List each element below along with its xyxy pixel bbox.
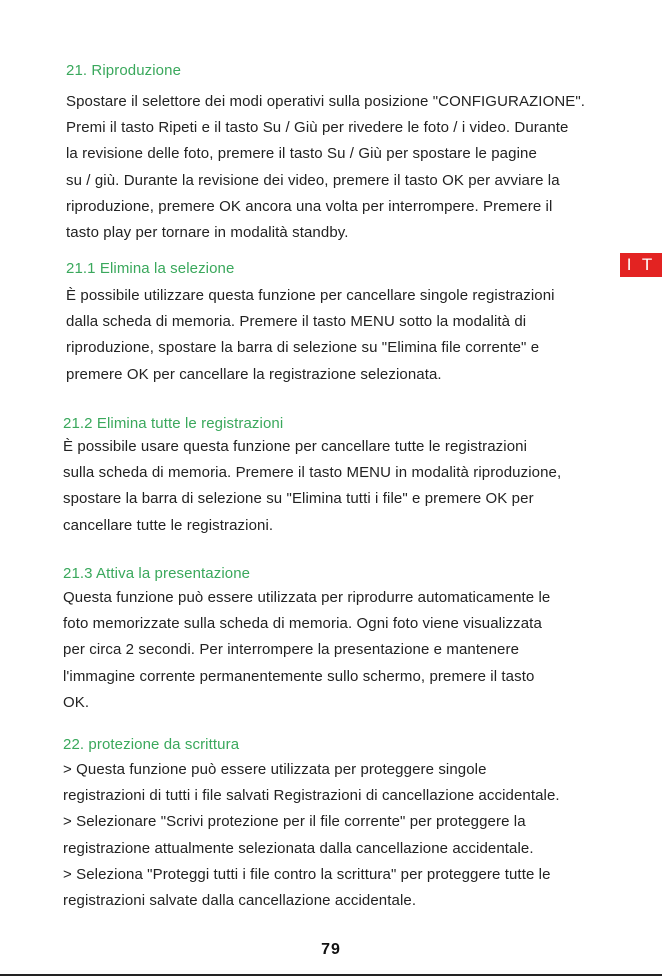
text-line: È possibile usare questa funzione per cancellare tutte le registrazioni xyxy=(63,438,528,455)
text-line: per circa 2 secondi. Per interrompere la presentazione e mantenere xyxy=(63,641,520,659)
text-line: registrazioni salvate dalla cancellazione accidentale. xyxy=(63,891,417,909)
text-line: OK. xyxy=(63,693,90,711)
section-heading-21-1: 21.1 Elimina la selezione xyxy=(66,260,235,277)
text-line: riproduzione, premere OK ancora una volta per interrompere. Premere il xyxy=(66,197,553,215)
bottom-rule xyxy=(0,974,662,976)
text-line: Questa funzione può essere utilizzata per riprodurre automaticamente le xyxy=(63,589,551,606)
language-tab: I T xyxy=(620,253,662,277)
text-line: l'immagine corrente permanentemente sullo schermo, premere il tasto xyxy=(63,667,535,685)
text-line: > Questa funzione può essere utilizzata per proteggere singole xyxy=(63,761,487,778)
text-line: Spostare il selettore dei modi operativi sulla posizione "CONFIGURAZIONE". xyxy=(66,93,586,110)
text-line: foto memorizzate sulla scheda di memoria. Ogni foto viene visualizzata xyxy=(63,615,542,633)
page-number: 79 xyxy=(321,941,341,958)
section-body-21-2 xyxy=(63,434,561,539)
text-line: È possibile utilizzare questa funzione per cancellare singole registrazioni xyxy=(66,287,555,304)
section-body-21 xyxy=(66,89,585,246)
text-line: registrazioni di tutti i file salvati Registrazioni di cancellazione accidentale. xyxy=(63,787,560,805)
text-line: cancellare tutte le registrazioni. xyxy=(63,516,274,534)
text-line: su / giù. Durante la revisione dei video, premere il tasto OK per avviare la xyxy=(66,171,560,189)
section-body-21-1 xyxy=(66,283,555,388)
section-heading-21: 21. Riproduzione xyxy=(66,62,182,79)
text-line: dalla scheda di memoria. Premere il tasto MENU sotto la modalità di xyxy=(66,313,527,331)
section-body-21-3 xyxy=(63,585,550,716)
text-line: > Selezionare "Scrivi protezione per il file corrente" per proteggere la xyxy=(63,813,526,831)
text-line: tasto play per tornare in modalità standby. xyxy=(66,223,349,241)
text-line: spostare la barra di selezione su "Elimina tutti i file" e premere OK per xyxy=(63,490,534,508)
section-body-22 xyxy=(63,757,560,914)
text-line: premere OK per cancellare la registrazione selezionata. xyxy=(66,365,442,383)
section-heading-21-3: 21.3 Attiva la presentazione xyxy=(63,565,251,582)
text-line: registrazione attualmente selezionata dalla cancellazione accidentale. xyxy=(63,839,534,857)
text-line: Premi il tasto Ripeti e il tasto Su / Giù per rivedere le foto / i video. Durante xyxy=(66,119,569,137)
text-line: la revisione delle foto, premere il tasto Su / Giù per spostare le pagine xyxy=(66,145,537,163)
text-line: > Seleziona "Proteggi tutti i file contro la scrittura" per proteggere tutte le xyxy=(63,865,551,883)
section-heading-22: 22. protezione da scrittura xyxy=(63,736,240,753)
section-heading-21-2: 21.2 Elimina tutte le registrazioni xyxy=(63,415,284,432)
text-line: sulla scheda di memoria. Premere il tasto MENU in modalità riproduzione, xyxy=(63,464,562,482)
text-line: riproduzione, spostare la barra di selezione su "Elimina file corrente" e xyxy=(66,339,540,357)
